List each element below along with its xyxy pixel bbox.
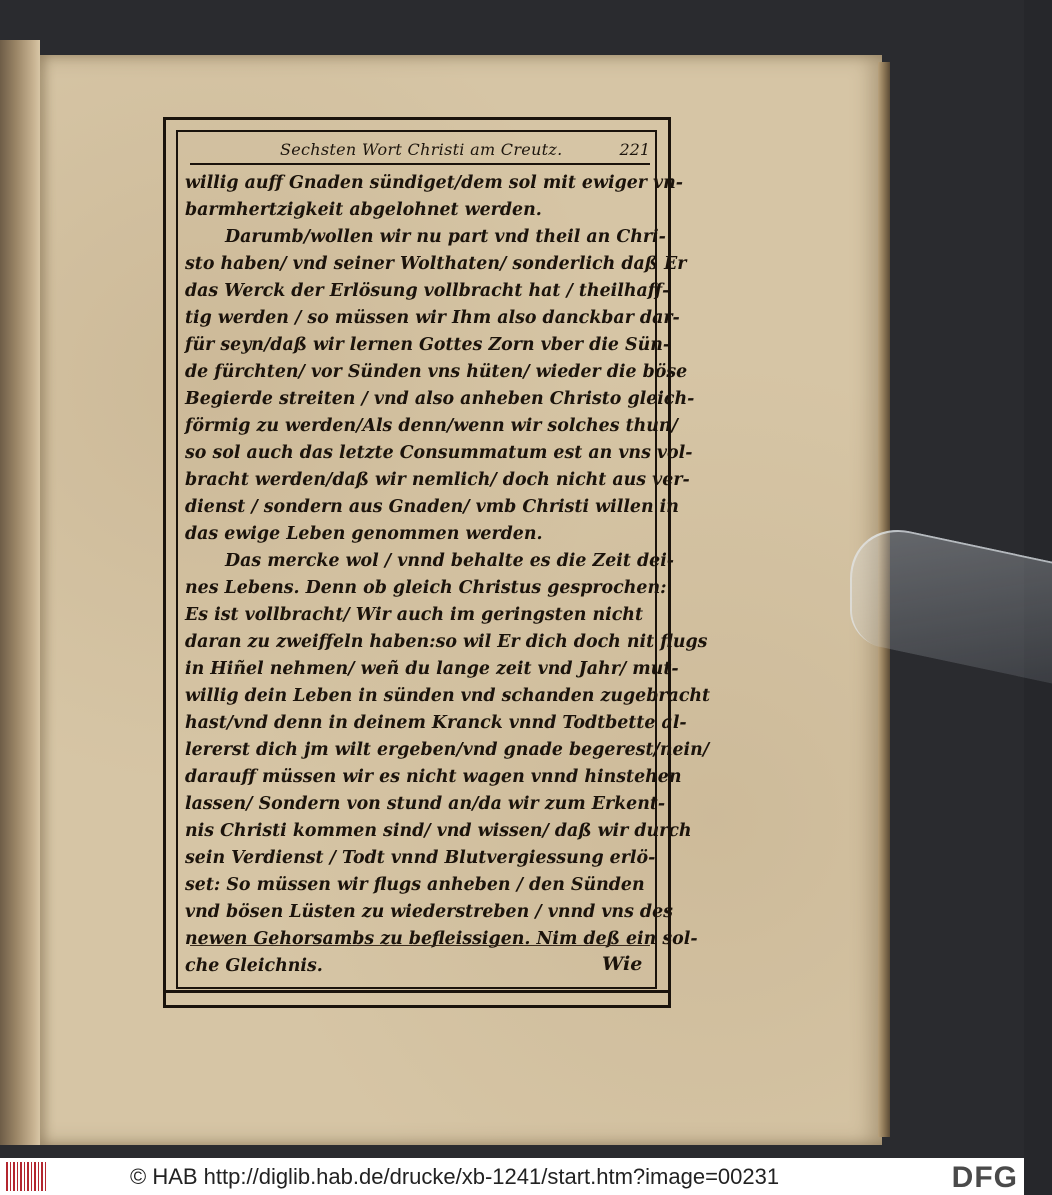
text-line: che Gleichnis. — [185, 956, 323, 976]
catchword-rule — [190, 945, 650, 946]
text-line: förmig zu werden/Als denn/wenn wir solches thun/ — [185, 416, 678, 436]
text-line: in Hiñel nehmen/ weñ du lange zeit vnd Jahr/ mut- — [185, 659, 679, 679]
text-line: hast/vnd denn in deinem Kranck vnnd Todtbette al- — [185, 713, 687, 733]
barcode-icon — [6, 1162, 46, 1191]
text-line: bracht werden/daß wir nemlich/ doch nicht aus ver- — [185, 470, 690, 490]
text-line: nes Lebens. Denn ob gleich Christus gesprochen: — [185, 578, 667, 598]
text-line: so sol auch das letzte Consummatum est an vns vol- — [185, 443, 693, 463]
running-title: Sechsten Wort Christi am Creutz. — [280, 140, 563, 159]
text-line: darauff müssen wir es nicht wagen vnnd hinstehen — [185, 767, 682, 787]
catchword: Wie — [602, 953, 643, 975]
frame-bottom-rule — [163, 990, 671, 993]
text-line: tig werden / so müssen wir Ihm also danckbar dar- — [185, 308, 680, 328]
copyright-url[interactable]: © HAB http://diglib.hab.de/drucke/xb-1241/start.htm?image=00231 — [130, 1164, 780, 1189]
text-line: barmhertzigkeit abgelohnet werden. — [185, 200, 542, 220]
text-line: Darumb/wollen wir nu part vnd theil an Chri- — [225, 227, 666, 247]
text-line: für seyn/daß wir lernen Gottes Zorn vber die Sün- — [185, 335, 671, 355]
body-text — [185, 170, 711, 980]
running-head — [190, 137, 650, 165]
text-line: Das mercke wol / vnnd behalte es die Zeit dei- — [225, 551, 675, 571]
text-line: willig dein Leben in sünden vnd schanden zugebracht — [185, 686, 711, 706]
text-line: lassen/ Sondern von stund an/da wir zum Erkent- — [185, 794, 666, 814]
text-line: sto haben/ vnd seiner Wolthaten/ sonderlich daß Er — [185, 254, 687, 274]
text-line: das ewige Leben genommen werden. — [185, 524, 543, 544]
text-line: sein Verdienst / Todt vnnd Blutvergiessung erlö- — [185, 848, 656, 868]
text-line: das Werck der Erlösung vollbracht hat / theilhaff- — [185, 281, 670, 301]
text-line: nis Christi kommen sind/ vnd wissen/ daß wir durch — [185, 821, 692, 841]
text-line: vnd bösen Lüsten zu wiederstreben / vnnd vns des — [185, 902, 673, 922]
footer-bar — [0, 1158, 1024, 1195]
left-page-edge — [0, 40, 40, 1145]
dfg-logo: DFG — [951, 1161, 1018, 1194]
text-line: dienst / sondern aus Gnaden/ vmb Christi willen in — [185, 497, 679, 517]
text-line: Es ist vollbracht/ Wir auch im geringsten nicht — [185, 605, 643, 625]
page-number: 221 — [619, 140, 650, 159]
text-line: set: So müssen wir flugs anheben / den Sünden — [185, 875, 645, 895]
text-line: willig auff Gnaden sündiget/dem sol mit ewiger vn- — [185, 173, 683, 193]
text-line: daran zu zweiffeln haben:so wil Er dich doch nit flugs — [185, 632, 708, 652]
text-line: Begierde streiten / vnd also anheben Christo gleich- — [185, 389, 695, 409]
text-line: lererst dich jm wilt ergeben/vnd gnade begerest/nein/ — [185, 740, 710, 760]
text-line: de fürchten/ vor Sünden vns hüten/ wieder die böse — [185, 362, 688, 382]
text-line: newen Gehorsambs zu befleissigen. Nim deß ein sol- — [185, 929, 698, 949]
